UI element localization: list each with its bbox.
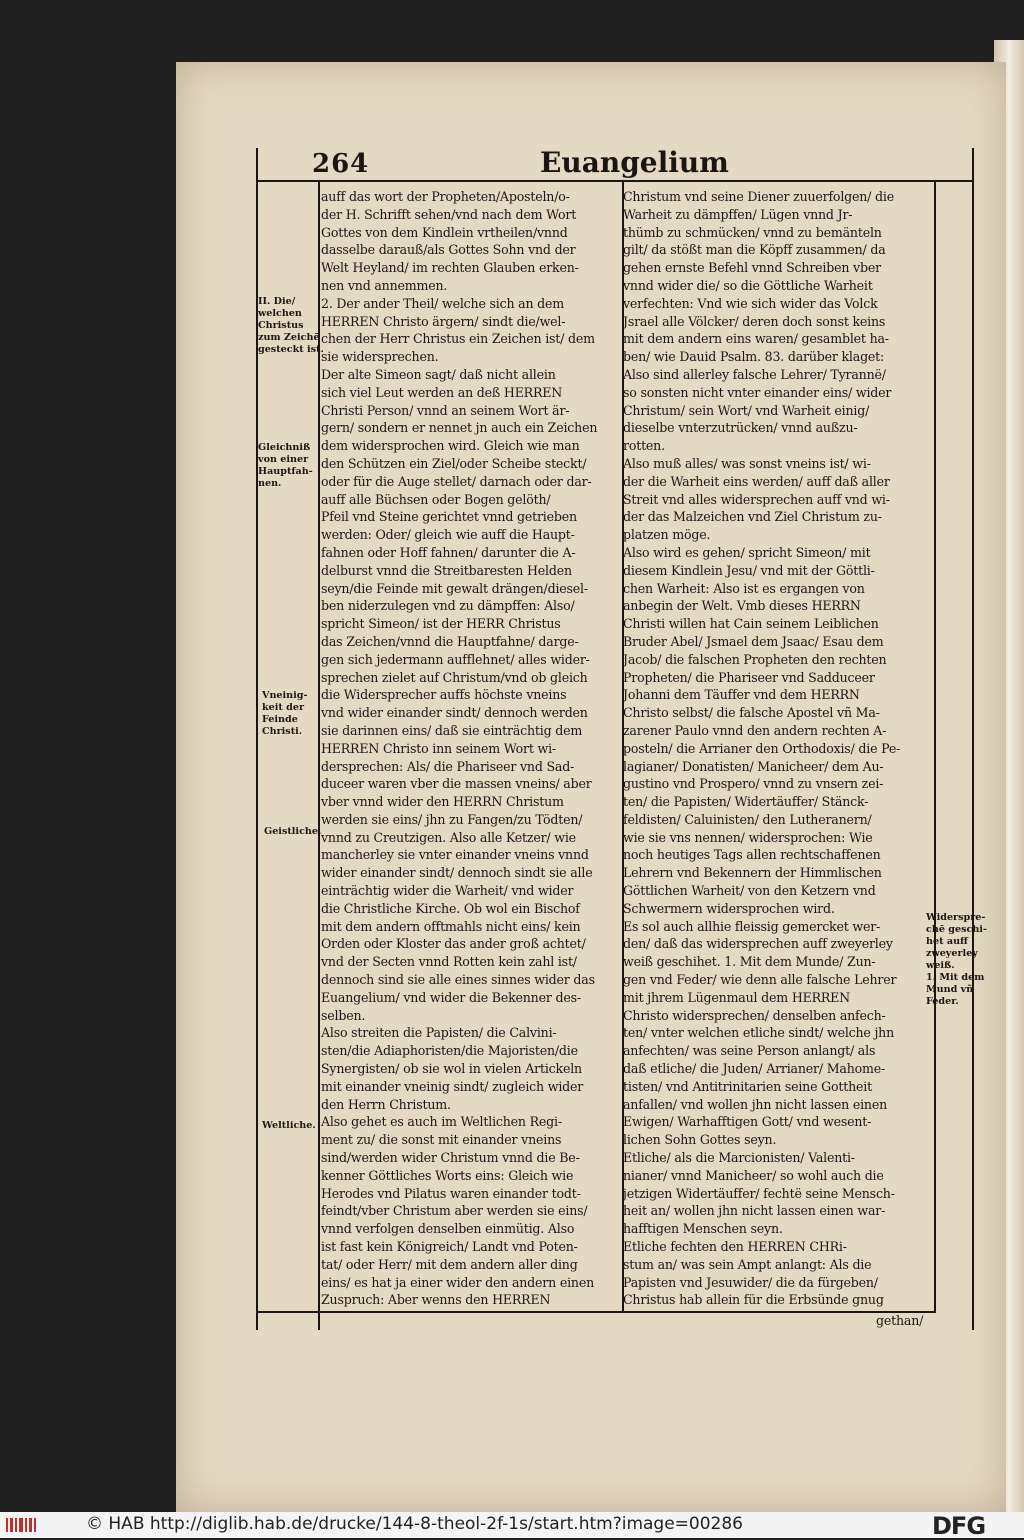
marginal-note-line: gesteckt ist. — [258, 344, 324, 355]
catchword: gethan/ — [876, 1313, 924, 1328]
marginal-note — [258, 296, 324, 356]
text-line: diesem Kindlein Jesu/ vnd mit der Göttli- — [623, 562, 875, 578]
text-line: HERREN Christo inn seinem Wort wi- — [321, 740, 556, 756]
text-line: Der alte Simeon sagt/ daß nicht allein — [321, 366, 556, 382]
text-line: Göttlichen Warheit/ von den Ketzern vnd — [623, 883, 876, 899]
text-line: Streit vnd alles widersprechen auff vnd wi- — [623, 491, 890, 507]
page-number: 264 — [312, 149, 370, 179]
marginal-note-line: nen. — [258, 478, 282, 489]
text-line: Bruder Abel/ Jsmael dem Jsaac/ Esau dem — [623, 633, 884, 649]
text-line: vnnd zu Creutzigen. Also alle Ketzer/ wie — [321, 829, 576, 845]
text-line: thümb zu schmücken/ vnnd zu bemänteln — [623, 224, 882, 240]
copyright-link[interactable]: © HAB http://diglib.hab.de/drucke/144-8-theol-2f-1s/start.htm?image=00286 — [86, 1514, 743, 1534]
text-line: werden: Oder/ gleich wie auff die Haupt- — [321, 527, 575, 543]
text-line: Christum vnd seine Diener zuuerfolgen/ die — [623, 189, 894, 204]
text-line: wie sie vns nennen/ widersprochen: Wie — [623, 829, 873, 845]
text-line: ten/ die Papisten/ Widertäuffer/ Stänck- — [623, 794, 869, 810]
text-line: sind/werden wider Christum vnnd die Be- — [321, 1150, 580, 1166]
text-line: Christum/ sein Wort/ vnd Warheit einig/ — [623, 402, 870, 418]
text-line: selben. — [321, 1007, 366, 1023]
text-line: Also gehet es auch im Weltlichen Regi- — [321, 1114, 562, 1130]
text-line: mit dem andern eins waren/ gesamblet ha- — [623, 331, 889, 347]
text-line: chen Warheit: Also ist es ergangen von — [623, 580, 865, 596]
marginal-note-line: het auff — [926, 936, 968, 947]
text-line: oder für die Auge stellet/ darnach oder dar- — [321, 473, 592, 489]
text-line: Es sol auch allhie fleissig gemercket wer- — [623, 918, 881, 934]
text-line: der die Warheit eins werden/ auff daß aller — [623, 473, 890, 489]
marginal-note — [926, 912, 987, 1008]
text-line: rotten. — [623, 438, 665, 454]
text-line: dieselbe vnterzutrücken/ vnnd außzu- — [623, 420, 858, 436]
text-line: ist fast kein Königreich/ Landt vnd Poten- — [321, 1239, 578, 1255]
text-line: vnd der Secten vnnd Rotten kein zahl ist/ — [321, 954, 577, 970]
text-line: spricht Simeon/ ist der HERR Christus — [321, 616, 561, 632]
text-line: ben niderzulegen vnd zu dämpffen: Also/ — [321, 598, 575, 614]
text-line: Jacob/ die falschen Propheten den rechten — [623, 651, 887, 667]
text-line: ment zu/ die sonst mit einander vneins — [321, 1132, 562, 1148]
marginal-note-line: keit der — [262, 702, 305, 713]
marginal-note-line: Christus — [258, 320, 304, 331]
text-line: Orden oder Kloster das ander groß achtet/ — [321, 936, 586, 952]
text-line: tat/ oder Herr/ mit dem andern aller ding — [321, 1256, 578, 1272]
bottom-rule — [256, 1311, 936, 1313]
marginal-note-line: Vneinig- — [262, 690, 308, 701]
marginal-note-line: Mund vñ — [926, 984, 974, 995]
text-line: posteln/ die Arrianer den Orthodoxis/ die Pe- — [623, 740, 901, 756]
text-line: gilt/ da stößt man die Köpff zusammen/ da — [623, 242, 886, 258]
text-line: Jsrael alle Völcker/ deren doch sonst keins — [623, 313, 886, 329]
text-line: jetzigen Widertäuffer/ fechtё seine Mensch- — [623, 1185, 895, 1201]
marginal-note-line: Geistliche. — [264, 826, 322, 837]
text-line: vnnd wider die/ so die Göttliche Warheit — [623, 277, 873, 293]
marginal-note-line: von einer — [258, 454, 309, 465]
text-line: anfechten/ was seine Person anlangt/ als — [623, 1043, 876, 1059]
text-line: Propheten/ die Pharisеer vnd Sadducеer — [623, 669, 875, 685]
text-line: mit dem andern offtmahls nicht eins/ kein — [321, 918, 581, 934]
marginal-note-line: Feder. — [926, 996, 959, 1007]
text-line: daß etliche/ die Juden/ Arrianer/ Mahome- — [623, 1061, 886, 1077]
marginal-note-line: Christi. — [262, 726, 303, 737]
text-line: Also muß alles/ was sonst vneins ist/ wi- — [623, 455, 871, 471]
text-line: Johanni dem Täuffer vnd dem HERRN — [623, 687, 860, 703]
text-line: auff das wort der Propheten/Aposteln/o- — [321, 189, 570, 204]
text-line: noch heutiges Tags allen rechtschaffenen — [623, 847, 881, 863]
text-line: ducеer waren vber die massen vneins/ aber — [321, 776, 592, 792]
text-line: werden sie eins/ jhn zu Fangen/zu Tödten/ — [321, 811, 583, 827]
marginal-note-line: chē geschi- — [926, 924, 987, 935]
text-line: sprechen zielet auf Christum/vnd ob gleich — [321, 669, 588, 685]
text-line: sie darinnen eins/ daß sie einträchtig dem — [321, 722, 583, 738]
text-line: Euangelium/ vnd wider die Bekenner des- — [321, 989, 581, 1005]
text-line: anbegin der Welt. Vmb dieses HERRN — [623, 598, 861, 614]
marginal-note-line: Hauptfah- — [258, 466, 313, 477]
right-frame-rule — [972, 148, 974, 1330]
text-line: das Zeichen/vnnd die Hauptfahne/ darge- — [321, 633, 579, 649]
text-line: dasselbe darauß/als Gottes Sohn vnd der — [321, 242, 576, 258]
text-line: mit einander vneinig sindt/ zugleich wider — [321, 1078, 584, 1094]
text-line: seyn/die Feinde mit gewalt drängen/diesel- — [321, 580, 588, 596]
text-line: Lehrern vnd Bekennern der Himmlischen — [623, 865, 882, 881]
text-line: Papisten vnd Jesuwider/ die da fürgeben/ — [623, 1274, 878, 1290]
text-line: gern/ sondern er nennet jn auch ein Zeichen — [321, 420, 598, 436]
marginal-note — [264, 826, 321, 838]
marginal-note — [262, 690, 307, 738]
text-line: dennoch sind sie alle eines sinnes wider das — [321, 972, 595, 988]
text-line: Etliche/ als die Marcionisten/ Valenti- — [623, 1150, 855, 1166]
text-line: fahnen oder Hoff fahnen/ darunter die A- — [321, 544, 576, 560]
marginal-note-line: Weltliche. — [262, 1120, 316, 1131]
text-line: heit an/ wollen jhn nicht lassen einen war- — [623, 1203, 886, 1219]
text-line: der H. Schrifft sehen/vnd nach dem Wort — [321, 206, 577, 222]
text-line: chen der Herr Christus ein Zeichen ist/ dem — [321, 331, 595, 347]
text-line: nen vnd annemmen. — [321, 277, 448, 293]
text-line: verfechten: Vnd wie sich wider das Volck — [623, 295, 878, 311]
text-line: feindt/vber Christum aber werden sie eins/ — [321, 1203, 588, 1219]
marginal-note — [262, 1120, 316, 1132]
text-line: dem widersprochen wird. Gleich wie man — [321, 438, 580, 454]
text-line: den Herrn Christum. — [321, 1096, 451, 1112]
text-line: anfallen/ vnd wollen jhn nicht lassen einen — [623, 1096, 888, 1112]
text-column-right — [623, 188, 936, 1309]
text-line: Pfeil vnd Steine gerichtet vnnd getrieben — [321, 509, 577, 525]
barcode-icon — [6, 1516, 42, 1534]
text-line: Christo widersprechen/ denselben anfech- — [623, 1007, 886, 1023]
running-title: Euangelium — [540, 146, 729, 179]
text-line: stum an/ was sein Ampt anlangt: Als die — [623, 1256, 872, 1272]
text-line: Synergisten/ ob sie wol in vielen Artickeln — [321, 1061, 582, 1077]
text-line: mit jhrem Lügenmaul dem HERREN — [623, 989, 850, 1005]
text-line: platzen möge. — [623, 527, 711, 543]
text-line: die Widersprecher auffs höchste vneins — [321, 687, 567, 703]
text-line: Also sind allerley falsche Lehrer/ Tyrannё/ — [623, 366, 886, 382]
text-line: so sonsten nicht vnter einander eins/ wider — [623, 384, 892, 400]
text-line: delburst vnnd die Streitbaresten Helden — [321, 562, 572, 578]
text-line: zarener Paulo vnnd den andern rechten A- — [623, 722, 887, 738]
text-line: ten/ vnter welchen etliche sindt/ welche jhn — [623, 1025, 894, 1041]
text-line: dersprechen: Als/ die Pharisеer vnd Sad- — [321, 758, 575, 774]
text-line: einträchtig wider die Warheit/ vnd wider — [321, 883, 574, 899]
text-line: Christus hab allein für die Erbsünde gnug — [623, 1292, 884, 1308]
text-line: lichen Sohn Gottes seyn. — [623, 1132, 777, 1148]
text-line: mancherley sie vnter einander vneins vnnd — [321, 847, 589, 863]
text-line: 2. Der ander Theil/ welche sich an dem — [321, 295, 565, 311]
text-line: vnnd verfolgen denselben einmütig. Also — [321, 1221, 575, 1237]
text-line: vber vnnd wider den HERRN Christum — [321, 794, 564, 810]
text-line: lagianer/ Donatisten/ Manicheer/ dem Au- — [623, 758, 884, 774]
text-line: tisten/ vnd Antitrinitarien seine Gottheit — [623, 1078, 872, 1094]
marginal-note-line: 1. Mit dem — [926, 972, 985, 983]
text-line: kenner Göttliches Worts eins: Gleich wie — [321, 1167, 574, 1183]
text-line: gen sich jedermann aufflehnet/ alles wider- — [321, 651, 590, 667]
text-line: Christi Person/ vnnd an seinem Wort är- — [321, 402, 570, 418]
text-line: feldisten/ Caluinisten/ den Lutheranern/ — [623, 811, 872, 827]
text-line: vnd wider einander sindt/ dennoch werden — [321, 705, 588, 721]
text-line: wider einander sindt/ dennoch sindt sie alle — [321, 865, 593, 881]
marginal-note-line: zum Zeichē — [258, 332, 320, 343]
marginal-note-line: II. Die/ — [258, 296, 296, 307]
text-line: Zuspruch: Aber wenns den HERREN — [321, 1292, 551, 1308]
text-line: Also wird es gehen/ spricht Simeon/ mit — [623, 544, 871, 560]
footer-bar — [0, 1512, 1024, 1538]
text-line: Christo selbst/ die falsche Apostel vñ Ma- — [623, 705, 880, 721]
text-line: Also streiten die Papisten/ die Calvini- — [321, 1025, 557, 1041]
text-line: HERREN Christo ärgern/ sindt die/wel- — [321, 313, 566, 329]
text-line: Herodes vnd Pilatus waren einander todt- — [321, 1185, 581, 1201]
text-line: gehen ernste Befehl vnnd Schreiben vber — [623, 260, 881, 276]
text-line: hafftigen Menschen seyn. — [623, 1221, 783, 1237]
text-line: Gottes von dem Kindlein vrtheilen/vnnd — [321, 224, 568, 240]
text-line: Ewigen/ Warhafftigen Gott/ vnd wesent- — [623, 1114, 872, 1130]
text-line: den/ daß das widersprechen auff zweyerley — [623, 936, 893, 952]
text-line: eins/ es hat ja einer wider den andern einen — [321, 1274, 594, 1290]
text-line: ben/ wie Dauid Psalm. 83. darüber klaget: — [623, 349, 885, 365]
dfg-logo: DFG — [932, 1512, 986, 1540]
text-line: der das Malzeichen vnd Ziel Christum zu- — [623, 509, 882, 525]
text-line: weiß geschihet. 1. Mit dem Munde/ Zun- — [623, 954, 876, 970]
marginal-note-line: welchen — [258, 308, 302, 319]
text-line: Etliche fechten den HERREN CHRi- — [623, 1239, 847, 1255]
marginal-note-line: Gleichniß — [258, 442, 311, 453]
marginal-note-line: zweyerley — [926, 948, 978, 959]
marginal-note — [258, 442, 313, 490]
text-line: gen vnd Feder/ wie denn alle falsche Lehrer — [623, 972, 897, 988]
text-line: sten/die Adiaphoristen/die Majoristen/die — [321, 1043, 578, 1059]
text-line: nianer/ vnnd Manicheer/ so wohl auch die — [623, 1167, 884, 1183]
text-line: Schwermern widersprochen wird. — [623, 900, 835, 916]
marginal-note-line: Feinde — [262, 714, 298, 725]
marginal-note-line: Widerspre- — [926, 912, 986, 923]
text-line: auff alle Büchsen oder Bogen gelöth/ — [321, 491, 551, 507]
text-line: die Christliche Kirche. Ob wol ein Bischof — [321, 900, 580, 916]
text-line: den Schützen ein Ziel/oder Scheibe steckt/ — [321, 455, 587, 471]
text-line: Christi willen hat Cain seinem Leiblichen — [623, 616, 879, 632]
text-line: Welt Heyland/ im rechten Glauben erken- — [321, 260, 579, 276]
marginal-note-line: weiß. — [926, 960, 955, 971]
text-line: Warheit zu dämpffen/ Lügen vnnd Jr- — [623, 206, 853, 222]
text-line: sie widersprechen. — [321, 349, 439, 365]
text-line: gustino vnd Prospero/ vnnd zu vnsern zei- — [623, 776, 884, 792]
header-rule — [256, 180, 974, 182]
text-line: sich viel Leut werden an deß HERREN — [321, 384, 563, 400]
text-column-left — [321, 188, 623, 1309]
